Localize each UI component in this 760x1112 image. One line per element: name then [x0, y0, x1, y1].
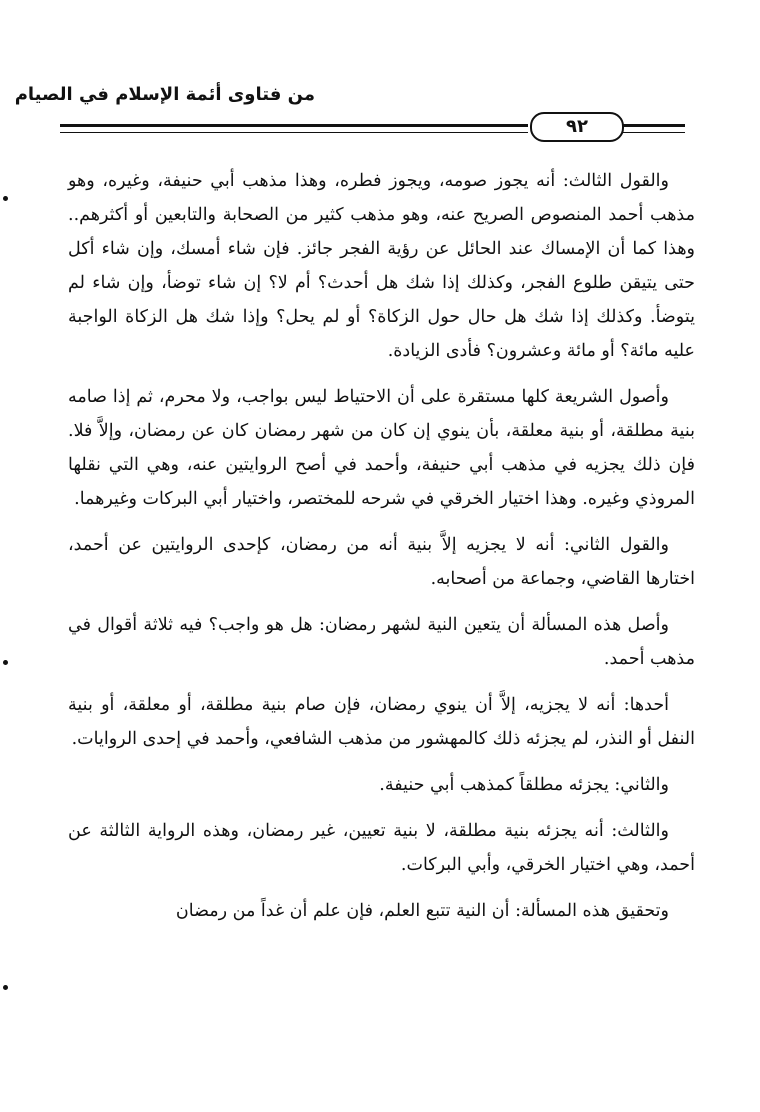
header-title: من فتاوى أئمة الإسلام في الصيام: [14, 84, 315, 105]
page-body: [68, 164, 695, 940]
header-rule-left: [60, 124, 528, 133]
paragraph: وأصل هذه المسألة أن يتعين النية لشهر رمضان: هل هو واجب؟ فيه ثلاثة أقوال في مذهب أحمد.: [68, 615, 695, 669]
paragraph: والقول الثاني: أنه لا يجزيه إلاَّ بنية أنه من رمضان، كإحدى الروايتين عن أحمد، اختارها القاضي، وجماعة من أصحابه.: [68, 535, 695, 589]
header-rule: [60, 112, 685, 140]
paragraph: أحدها: أنه لا يجزيه، إلاَّ أن ينوي رمضان، فإن صام بنية مطلقة، أو معلقة، أو بنية النفل أو النذر، لم يجزئه ذلك كالمهشور من مذهب الشافعي، وأحمد في إحدى الروايات.: [68, 695, 695, 749]
paragraph: والقول الثالث: أنه يجوز صومه، ويجوز فطره، وهذا مذهب أبي حنيفة، وغيره، وهو مذهب أحمد المنصوص الصريح عنه، وهو مذهب كثير من الصحابة والتابعين أو أكثرهم.. وهذا كما أن الإمساك عند الحائل عن رؤية الفجر جائز. فإن شاء أمسك، وإن شاء أكل حتى يتيقن طلوع الفجر، وكذلك إذا شك هل أحدث؟ أم لا؟ إن شاء توضأ، وإن شاء لم يتوضأ. وكذلك إذا شك هل حال حول الزكاة؟ أو لم يحل؟ وإذا شك هل الزكاة الواجبة عليه مائة؟ أو مائة وعشرون؟ فأدى الزيادة.: [68, 171, 695, 361]
paragraph: والثالث: أنه يجزئه بنية مطلقة، لا بنية تعيين، غير رمضان، وهذه الرواية الثالثة عن أحمد، وهي اختيار الخرقي، وأبي البركات.: [68, 821, 695, 875]
paragraph: وأصول الشريعة كلها مستقرة على أن الاحتياط ليس بواجب، ولا محرم، ثم إذا صامه بنية مطلقة، أو بنية معلقة، بأن ينوي إن كان من شهر رمضان كان عن رمضان، وإلاَّ فلا. فإن ذلك يجزيه في مذهب أبي حنيفة، وأحمد في أصح الروايتين عنه، وهي التي نقلها المروذي وغيره. وهذا اختيار الخرقي في شرحه للمختصر، واختيار أبي البركات وغيرهما.: [68, 387, 695, 509]
scan-mark: [3, 196, 8, 201]
header-rule-right: [623, 124, 685, 133]
page-number: ٩٢: [530, 112, 624, 142]
paragraph: وتحقيق هذه المسألة: أن النية تتبع العلم، فإن علم أن غداً من رمضان: [175, 901, 669, 921]
paragraph: والثاني: يجزئه مطلقاً كمذهب أبي حنيفة.: [379, 775, 669, 795]
running-header: [14, 84, 315, 114]
scan-mark: [3, 660, 8, 665]
scan-mark: [3, 985, 8, 990]
